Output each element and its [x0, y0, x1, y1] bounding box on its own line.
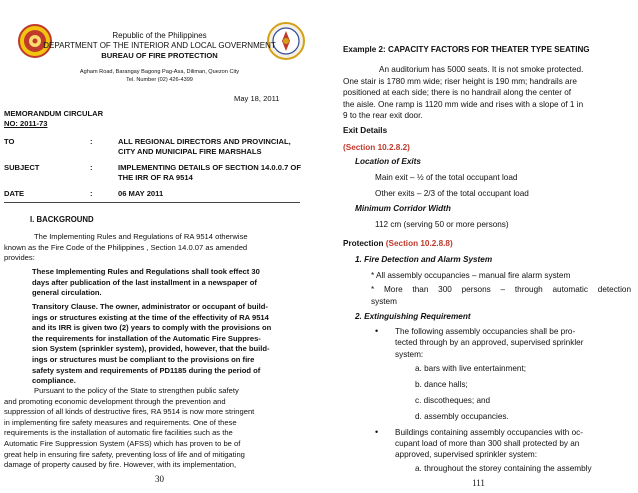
text-line: provides: — [4, 253, 35, 263]
main-exit-text: Main exit – ½ of the total occupant load — [375, 173, 518, 182]
page-number-right: 111 — [472, 478, 485, 488]
text-line: in implementing fire safety measures and requirements. One of these — [4, 417, 237, 427]
section-heading-background: I. BACKGROUND — [30, 215, 94, 224]
field-value-subject: IMPLEMENTING DETAILS OF SECTION 14.0.0.7 OF — [118, 163, 301, 172]
header-bureau: BUREAU OF FIRE PROTECTION — [101, 51, 218, 60]
memo-date: May 18, 2011 — [234, 94, 280, 103]
header-department: DEPARTMENT OF THE INTERIOR AND LOCAL GOVERNMENT — [43, 41, 276, 50]
bullet-icon: • — [375, 427, 379, 437]
text-line: damage of property caused by fire. However, with its implementation, — [4, 460, 237, 470]
other-exits-text: Other exits – 2/3 of the total occupant load — [375, 189, 529, 198]
text-line: requirements is the installation of automatic fire facilities such as the — [4, 428, 233, 438]
divider — [4, 202, 300, 203]
minimum-corridor-heading: Minimum Corridor Width — [355, 204, 451, 213]
text-line: cupant load of more than 300 shall protected by an — [395, 439, 580, 449]
text-line: a. throughout the storey containing the assembly — [415, 464, 592, 473]
extinguishing-heading: 2. Extinguishing Requirement — [355, 312, 471, 321]
bullet-icon: • — [375, 326, 379, 336]
right-page — [319, 0, 638, 493]
text-line: Transitory Clause. The owner, administrator or occupant of build- — [32, 302, 268, 311]
text-line: ings or structures existing at the time of the effectivity of RA 9514 — [32, 312, 269, 322]
field-value-subject-2: THE IRR OF RA 9514 — [118, 173, 193, 182]
page-number-left: 30 — [155, 474, 164, 484]
sub2-item-a — [415, 464, 631, 474]
text-line: general circulation. — [32, 288, 102, 298]
text-line: and its IRR is given two (2) years to comply with the provisions on — [32, 323, 272, 333]
text-line: known as the Fire Code of the Philippines , Section 14.0.07 as amended — [4, 242, 248, 252]
paragraph-intro — [4, 232, 304, 264]
text-line: compliance. — [32, 376, 76, 386]
text-line: The following assembly occupancies shall be pro- — [395, 327, 576, 336]
section-ref-protection: (Section 10.2.8.8) — [385, 239, 453, 248]
sub-item-d: d. assembly occupancies. — [415, 412, 509, 421]
text-line: ings or structures must be compliant to the provisions on fire — [32, 354, 255, 364]
text-line: approved, supervised sprinkler system: — [395, 450, 537, 460]
sub-item-a: a. bars with live entertainment; — [415, 364, 527, 373]
field-label-date: DATE — [4, 189, 25, 198]
field-value-to-2: CITY AND MUNICIPAL FIRE MARSHALS — [118, 147, 262, 156]
header-republic: Republic of the Philippines — [112, 31, 207, 40]
text-line: system: — [395, 349, 424, 359]
text-line: days after publication of the last installment in a newspaper of — [32, 277, 257, 287]
example-body — [343, 64, 633, 122]
section-ref-exits: (Section 10.2.8.2) — [343, 143, 410, 152]
field-label-to: TO — [4, 137, 15, 146]
sub-item-b: b. dance halls; — [415, 380, 468, 389]
fire-detection-heading: 1. Fire Detection and Alarm System — [355, 255, 493, 264]
text-line: An auditorium has 5000 seats. It is not smoke protected. — [379, 65, 584, 74]
field-colon: : — [90, 189, 93, 198]
paragraph-policy — [4, 386, 304, 471]
field-colon: : — [90, 163, 93, 172]
text-line: Pursuant to the policy of the State to strengthen public safety — [34, 386, 239, 395]
text-line: positioned at each side; there is no handrail along the center of — [343, 88, 572, 98]
text-line: the requirements for installation of the Automatic Fire Suppres- — [32, 333, 261, 343]
protection-heading — [343, 239, 453, 248]
bullet-sprinkler-occupancies — [395, 326, 631, 360]
sub-item-c: c. discotheques; and — [415, 396, 491, 405]
quote-effectivity — [32, 267, 298, 299]
field-value-to: ALL REGIONAL DIRECTORS AND PROVINCIAL, — [118, 137, 291, 146]
text-line: Buildings containing assembly occupancies with oc- — [395, 428, 583, 437]
text-line: the aisle. One ramp is 1120 mm wide and rises with a slope of 1 in — [343, 99, 584, 109]
text-line: suppression of all kinds of destructive fires, RA 9514 is now more stringent — [4, 407, 255, 417]
text-line: Automatic Fire Suppression System (AFSS) which has proven to be of — [4, 438, 241, 448]
field-label-subject: SUBJECT — [4, 163, 40, 172]
text-line: These Implementing Rules and Regulations shall took effect 30 — [32, 267, 260, 276]
text-line: 9 to the rear exit door. — [343, 111, 423, 121]
text-line: and promoting economic development through the prevention and — [4, 396, 226, 406]
text-line: safety system and requirements of PD1185 during the period of — [32, 365, 261, 375]
protection-label: Protection — [343, 239, 384, 248]
location-of-exits-heading: Location of Exits — [355, 157, 421, 166]
corridor-width-text: 112 cm (serving 50 or more persons) — [375, 220, 509, 229]
exit-details-heading: Exit Details — [343, 126, 388, 135]
header-address: Agham Road, Barangay Bagong Pag-Asa, Diliman, Quezon City — [79, 69, 240, 75]
fire-detection-line-3: system — [371, 297, 397, 306]
text-line: tected through by an approved, supervised sprinkler — [395, 338, 584, 348]
bullet-buildings-occupancies — [395, 427, 631, 461]
memo-number: NO: 2011-73 — [4, 119, 48, 128]
example-title: Example 2: CAPACITY FACTORS FOR THEATER TYPE SEATING — [343, 45, 590, 54]
memo-title: MEMORANDUM CIRCULAR — [4, 109, 104, 118]
fire-detection-line-2: * More than 300 persons – through automatic detection — [371, 285, 631, 294]
field-value-date: 06 MAY 2011 — [118, 189, 164, 198]
text-line: sion System (sprinkler system), provided, however, that the build- — [32, 344, 270, 354]
quote-transitory-clause — [32, 302, 298, 387]
text-line: One stair is 1780 mm wide; riser height is 190 mm; handrails are — [343, 76, 577, 86]
header-phone: Tel. Number (02) 426-4399 — [126, 77, 193, 83]
fire-detection-line-1: * All assembly occupancies – manual fire alarm system — [371, 271, 571, 280]
text-line: great help in ensuring fire safety, preventing loss of life and of mitigating — [4, 449, 245, 459]
text-line: The Implementing Rules and Regulations of RA 9514 otherwise — [34, 232, 248, 241]
field-colon: : — [90, 137, 93, 146]
